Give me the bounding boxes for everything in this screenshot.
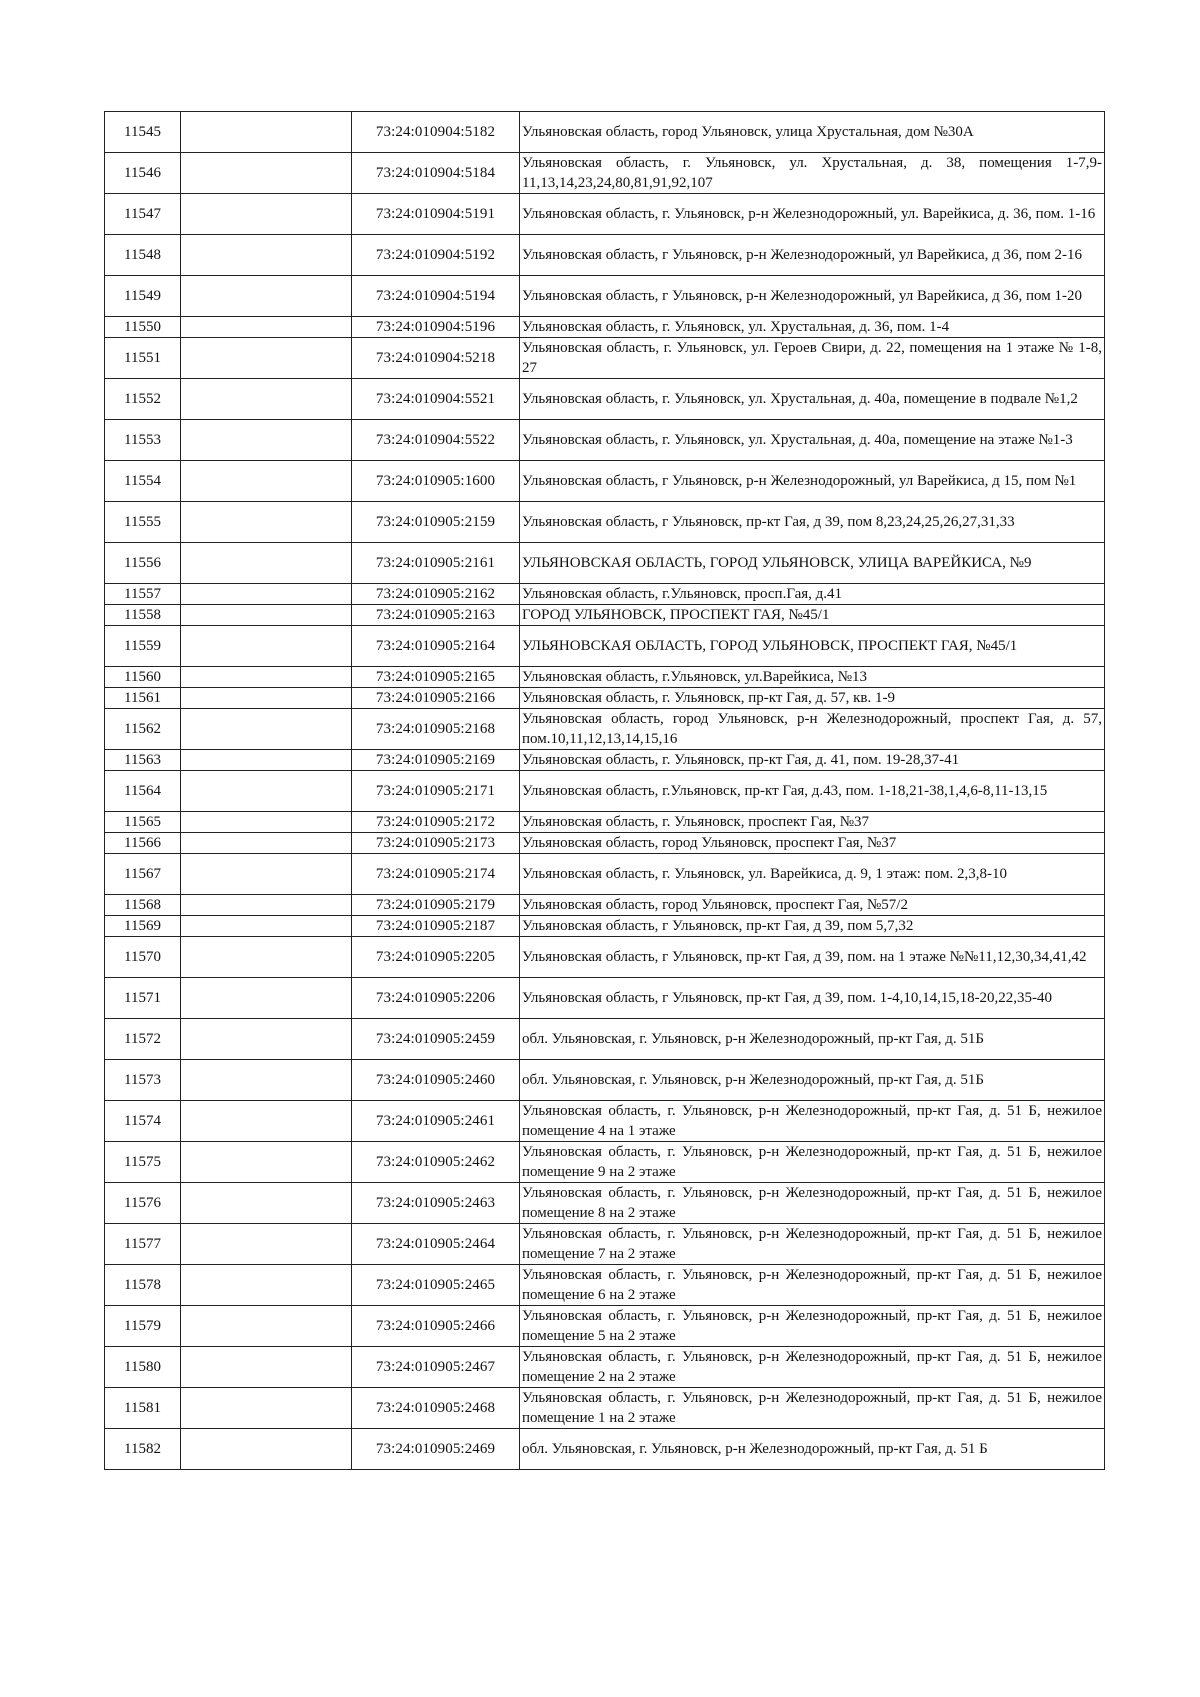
address-cell: Ульяновская область, г Ульяновск, пр-кт Гая, д 39, пом. на 1 этаже №№11,12,30,34,41,42 [520, 937, 1105, 978]
table-row [105, 1019, 1105, 1060]
address-cell: Ульяновская область, г. Ульяновск, ул. Героев Свири, д. 22, помещения на 1 этаже № 1-8, 27 [520, 338, 1105, 379]
table-row [105, 937, 1105, 978]
cadastral-number-cell: 73:24:010905:2179 [352, 895, 520, 916]
row-number-cell: 11576 [105, 1183, 181, 1224]
address-cell: Ульяновская область, город Ульяновск, проспект Гая, №57/2 [520, 895, 1105, 916]
row-number-cell: 11556 [105, 543, 181, 584]
address-cell: Ульяновская область, г. Ульяновск, р-н Железнодорожный, пр-кт Гая, д. 51 Б, нежилое помещение 9 на 2 этаже [520, 1142, 1105, 1183]
address-cell: Ульяновская область, г. Ульяновск, р-н Железнодорожный, пр-кт Гая, д. 51 Б, нежилое помещение 4 на 1 этаже [520, 1101, 1105, 1142]
table-row [105, 978, 1105, 1019]
cadastral-number-cell: 73:24:010905:2172 [352, 812, 520, 833]
address-cell: Ульяновская область, г. Ульяновск, ул. Варейкиса, д. 9, 1 этаж: пом. 2,3,8-10 [520, 854, 1105, 895]
cadastral-number-cell: 73:24:010904:5194 [352, 276, 520, 317]
address-cell: Ульяновская область, г. Ульяновск, ул. Хрустальная, д. 40а, помещение в подвале №1,2 [520, 379, 1105, 420]
row-number-cell: 11554 [105, 461, 181, 502]
table-row [105, 461, 1105, 502]
row-number-cell: 11560 [105, 667, 181, 688]
address-cell: УЛЬЯНОВСКАЯ ОБЛАСТЬ, ГОРОД УЛЬЯНОВСК, УЛИЦА ВАРЕЙКИСА, №9 [520, 543, 1105, 584]
cadastral-number-cell: 73:24:010905:2468 [352, 1388, 520, 1429]
address-cell: Ульяновская область, г. Ульяновск, р-н Железнодорожный, пр-кт Гая, д. 51 Б, нежилое помещение 8 на 2 этаже [520, 1183, 1105, 1224]
address-cell: Ульяновская область, г. Ульяновск, пр-кт Гая, д. 41, пом. 19-28,37-41 [520, 750, 1105, 771]
row-number-cell: 11566 [105, 833, 181, 854]
row-number-cell: 11561 [105, 688, 181, 709]
address-cell: Ульяновская область, г. Ульяновск, р-н Железнодорожный, пр-кт Гая, д. 51 Б, нежилое помещение 1 на 2 этаже [520, 1388, 1105, 1429]
empty-cell [181, 1142, 352, 1183]
cadastral-number-cell: 73:24:010905:2206 [352, 978, 520, 1019]
table-row [105, 317, 1105, 338]
row-number-cell: 11569 [105, 916, 181, 937]
table-row [105, 1265, 1105, 1306]
row-number-cell: 11573 [105, 1060, 181, 1101]
row-number-cell: 11568 [105, 895, 181, 916]
row-number-cell: 11546 [105, 153, 181, 194]
row-number-cell: 11563 [105, 750, 181, 771]
cadastral-number-cell: 73:24:010905:2174 [352, 854, 520, 895]
empty-cell [181, 833, 352, 854]
table-row [105, 771, 1105, 812]
table-row [105, 854, 1105, 895]
row-number-cell: 11578 [105, 1265, 181, 1306]
address-cell: ГОРОД УЛЬЯНОВСК, ПРОСПЕКТ ГАЯ, №45/1 [520, 605, 1105, 626]
address-cell: Ульяновская область, г. Ульяновск, ул. Хрустальная, д. 36, пом. 1-4 [520, 317, 1105, 338]
row-number-cell: 11553 [105, 420, 181, 461]
row-number-cell: 11565 [105, 812, 181, 833]
registry-table [104, 111, 1105, 1470]
empty-cell [181, 709, 352, 750]
cadastral-number-cell: 73:24:010905:2159 [352, 502, 520, 543]
cadastral-number-cell: 73:24:010904:5522 [352, 420, 520, 461]
address-cell: Ульяновская область, г Ульяновск, пр-кт Гая, д 39, пом. 1-4,10,14,15,18-20,22,35-40 [520, 978, 1105, 1019]
table-row [105, 916, 1105, 937]
empty-cell [181, 235, 352, 276]
table-row [105, 194, 1105, 235]
empty-cell [181, 1060, 352, 1101]
empty-cell [181, 420, 352, 461]
registry-table-body [105, 112, 1105, 1470]
address-cell: Ульяновская область, г. Ульяновск, пр-кт Гая, д. 57, кв. 1-9 [520, 688, 1105, 709]
table-row [105, 1388, 1105, 1429]
empty-cell [181, 605, 352, 626]
address-cell: Ульяновская область, г Ульяновск, р-н Железнодорожный, ул Варейкиса, д 36, пом 1-20 [520, 276, 1105, 317]
row-number-cell: 11579 [105, 1306, 181, 1347]
table-row [105, 833, 1105, 854]
cadastral-number-cell: 73:24:010905:2466 [352, 1306, 520, 1347]
empty-cell [181, 543, 352, 584]
empty-cell [181, 194, 352, 235]
address-cell: обл. Ульяновская, г. Ульяновск, р-н Железнодорожный, пр-кт Гая, д. 51Б [520, 1019, 1105, 1060]
cadastral-number-cell: 73:24:010904:5184 [352, 153, 520, 194]
cadastral-number-cell: 73:24:010905:2469 [352, 1429, 520, 1470]
table-row [105, 1224, 1105, 1265]
row-number-cell: 11575 [105, 1142, 181, 1183]
cadastral-number-cell: 73:24:010905:2163 [352, 605, 520, 626]
table-row [105, 543, 1105, 584]
table-row [105, 750, 1105, 771]
empty-cell [181, 688, 352, 709]
empty-cell [181, 895, 352, 916]
address-cell: Ульяновская область, г Ульяновск, р-н Железнодорожный, ул Варейкиса, д 15, пом №1 [520, 461, 1105, 502]
empty-cell [181, 916, 352, 937]
address-cell: обл. Ульяновская, г. Ульяновск, р-н Железнодорожный, пр-кт Гая, д. 51 Б [520, 1429, 1105, 1470]
empty-cell [181, 112, 352, 153]
cadastral-number-cell: 73:24:010905:2464 [352, 1224, 520, 1265]
cadastral-number-cell: 73:24:010905:2166 [352, 688, 520, 709]
row-number-cell: 11559 [105, 626, 181, 667]
cadastral-number-cell: 73:24:010905:2164 [352, 626, 520, 667]
table-row [105, 1347, 1105, 1388]
empty-cell [181, 771, 352, 812]
row-number-cell: 11574 [105, 1101, 181, 1142]
table-row [105, 812, 1105, 833]
address-cell: Ульяновская область, г. Ульяновск, р-н Железнодорожный, пр-кт Гая, д. 51 Б, нежилое помещение 6 на 2 этаже [520, 1265, 1105, 1306]
empty-cell [181, 1429, 352, 1470]
table-row [105, 1060, 1105, 1101]
row-number-cell: 11562 [105, 709, 181, 750]
empty-cell [181, 1183, 352, 1224]
address-cell: Ульяновская область, г Ульяновск, р-н Железнодорожный, ул Варейкиса, д 36, пом 2-16 [520, 235, 1105, 276]
address-cell: Ульяновская область, г. Ульяновск, р-н Железнодорожный, ул. Варейкиса, д. 36, пом. 1-16 [520, 194, 1105, 235]
row-number-cell: 11582 [105, 1429, 181, 1470]
table-row [105, 626, 1105, 667]
cadastral-number-cell: 73:24:010905:2463 [352, 1183, 520, 1224]
cadastral-number-cell: 73:24:010905:2173 [352, 833, 520, 854]
empty-cell [181, 1224, 352, 1265]
row-number-cell: 11564 [105, 771, 181, 812]
table-row [105, 338, 1105, 379]
table-row [105, 895, 1105, 916]
empty-cell [181, 937, 352, 978]
table-row [105, 153, 1105, 194]
cadastral-number-cell: 73:24:010905:2169 [352, 750, 520, 771]
cadastral-number-cell: 73:24:010904:5192 [352, 235, 520, 276]
row-number-cell: 11547 [105, 194, 181, 235]
empty-cell [181, 317, 352, 338]
table-row [105, 235, 1105, 276]
address-cell: Ульяновская область, г. Ульяновск, проспект Гая, №37 [520, 812, 1105, 833]
table-row [105, 112, 1105, 153]
cadastral-number-cell: 73:24:010905:2461 [352, 1101, 520, 1142]
table-row [105, 502, 1105, 543]
empty-cell [181, 584, 352, 605]
empty-cell [181, 1019, 352, 1060]
row-number-cell: 11581 [105, 1388, 181, 1429]
cadastral-number-cell: 73:24:010905:1600 [352, 461, 520, 502]
table-row [105, 688, 1105, 709]
cadastral-number-cell: 73:24:010905:2205 [352, 937, 520, 978]
cadastral-number-cell: 73:24:010904:5182 [352, 112, 520, 153]
cadastral-number-cell: 73:24:010904:5521 [352, 379, 520, 420]
address-cell: Ульяновская область, г. Ульяновск, ул. Хрустальная, д. 40а, помещение на этаже №1-3 [520, 420, 1105, 461]
address-cell: Ульяновская область, г. Ульяновск, р-н Железнодорожный, пр-кт Гая, д. 51 Б, нежилое помещение 7 на 2 этаже [520, 1224, 1105, 1265]
address-cell: Ульяновская область, г.Ульяновск, ул.Варейкиса, №13 [520, 667, 1105, 688]
row-number-cell: 11580 [105, 1347, 181, 1388]
row-number-cell: 11567 [105, 854, 181, 895]
empty-cell [181, 1101, 352, 1142]
empty-cell [181, 854, 352, 895]
empty-cell [181, 153, 352, 194]
empty-cell [181, 1388, 352, 1429]
table-row [105, 584, 1105, 605]
empty-cell [181, 1347, 352, 1388]
empty-cell [181, 978, 352, 1019]
cadastral-number-cell: 73:24:010904:5196 [352, 317, 520, 338]
empty-cell [181, 461, 352, 502]
cadastral-number-cell: 73:24:010904:5218 [352, 338, 520, 379]
table-row [105, 605, 1105, 626]
row-number-cell: 11550 [105, 317, 181, 338]
table-row [105, 420, 1105, 461]
empty-cell [181, 379, 352, 420]
empty-cell [181, 502, 352, 543]
row-number-cell: 11558 [105, 605, 181, 626]
table-row [105, 276, 1105, 317]
empty-cell [181, 1306, 352, 1347]
address-cell: Ульяновская область, город Ульяновск, улица Хрустальная, дом №30А [520, 112, 1105, 153]
row-number-cell: 11572 [105, 1019, 181, 1060]
cadastral-number-cell: 73:24:010905:2467 [352, 1347, 520, 1388]
empty-cell [181, 812, 352, 833]
cadastral-number-cell: 73:24:010905:2171 [352, 771, 520, 812]
empty-cell [181, 1265, 352, 1306]
address-cell: Ульяновская область, г. Ульяновск, р-н Железнодорожный, пр-кт Гая, д. 51 Б, нежилое помещение 5 на 2 этаже [520, 1306, 1105, 1347]
cadastral-number-cell: 73:24:010905:2460 [352, 1060, 520, 1101]
table-row [105, 1306, 1105, 1347]
empty-cell [181, 667, 352, 688]
address-cell: УЛЬЯНОВСКАЯ ОБЛАСТЬ, ГОРОД УЛЬЯНОВСК, ПРОСПЕКТ ГАЯ, №45/1 [520, 626, 1105, 667]
empty-cell [181, 338, 352, 379]
row-number-cell: 11552 [105, 379, 181, 420]
address-cell: обл. Ульяновская, г. Ульяновск, р-н Железнодорожный, пр-кт Гая, д. 51Б [520, 1060, 1105, 1101]
cadastral-number-cell: 73:24:010905:2187 [352, 916, 520, 937]
address-cell: Ульяновская область, г.Ульяновск, пр-кт Гая, д.43, пом. 1-18,21-38,1,4,6-8,11-13,15 [520, 771, 1105, 812]
cadastral-number-cell: 73:24:010904:5191 [352, 194, 520, 235]
empty-cell [181, 626, 352, 667]
table-row [105, 1101, 1105, 1142]
address-cell: Ульяновская область, г. Ульяновск, ул. Хрустальная, д. 38, помещения 1-7,9-11,13,14,23,24,80,81,91,92,107 [520, 153, 1105, 194]
row-number-cell: 11571 [105, 978, 181, 1019]
address-cell: Ульяновская область, город Ульяновск, р-н Железнодорожный, проспект Гая, д. 57, пом.10,11,12,13,14,15,16 [520, 709, 1105, 750]
cadastral-number-cell: 73:24:010905:2465 [352, 1265, 520, 1306]
cadastral-number-cell: 73:24:010905:2168 [352, 709, 520, 750]
table-row [105, 1429, 1105, 1470]
cadastral-number-cell: 73:24:010905:2165 [352, 667, 520, 688]
table-row [105, 709, 1105, 750]
table-row [105, 1183, 1105, 1224]
table-row [105, 379, 1105, 420]
cadastral-number-cell: 73:24:010905:2162 [352, 584, 520, 605]
cadastral-number-cell: 73:24:010905:2462 [352, 1142, 520, 1183]
empty-cell [181, 276, 352, 317]
row-number-cell: 11557 [105, 584, 181, 605]
row-number-cell: 11551 [105, 338, 181, 379]
address-cell: Ульяновская область, город Ульяновск, проспект Гая, №37 [520, 833, 1105, 854]
row-number-cell: 11548 [105, 235, 181, 276]
cadastral-number-cell: 73:24:010905:2161 [352, 543, 520, 584]
row-number-cell: 11555 [105, 502, 181, 543]
address-cell: Ульяновская область, г.Ульяновск, просп.Гая, д.41 [520, 584, 1105, 605]
row-number-cell: 11549 [105, 276, 181, 317]
table-row [105, 667, 1105, 688]
address-cell: Ульяновская область, г. Ульяновск, р-н Железнодорожный, пр-кт Гая, д. 51 Б, нежилое помещение 2 на 2 этаже [520, 1347, 1105, 1388]
table-row [105, 1142, 1105, 1183]
row-number-cell: 11570 [105, 937, 181, 978]
address-cell: Ульяновская область, г Ульяновск, пр-кт Гая, д 39, пом 8,23,24,25,26,27,31,33 [520, 502, 1105, 543]
row-number-cell: 11545 [105, 112, 181, 153]
cadastral-number-cell: 73:24:010905:2459 [352, 1019, 520, 1060]
row-number-cell: 11577 [105, 1224, 181, 1265]
address-cell: Ульяновская область, г Ульяновск, пр-кт Гая, д 39, пом 5,7,32 [520, 916, 1105, 937]
empty-cell [181, 750, 352, 771]
